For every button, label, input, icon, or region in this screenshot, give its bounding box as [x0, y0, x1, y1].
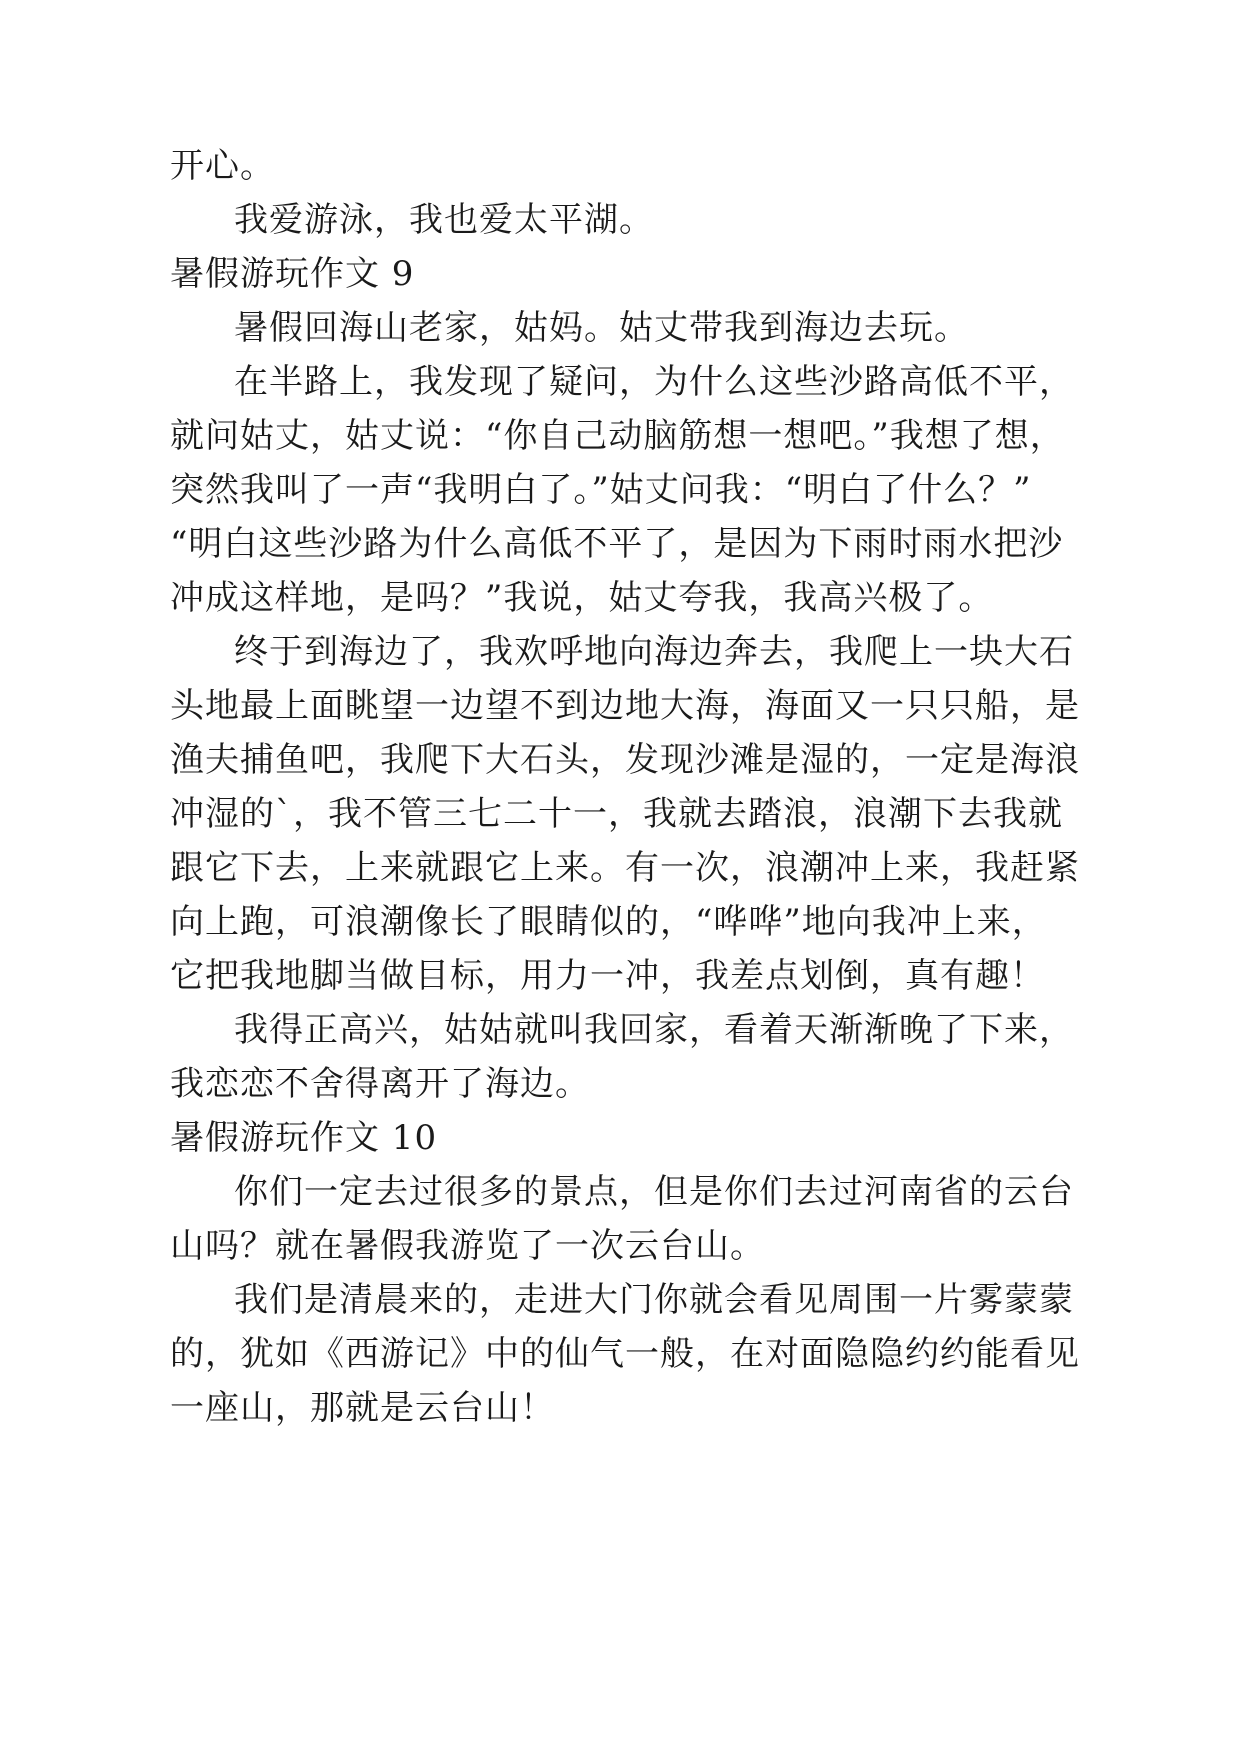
text-line: 就问姑丈，姑丈说：“你自己动脑筋想一想吧。”我想了想， — [170, 416, 1065, 456]
text-line: 开心。 — [170, 146, 275, 186]
text-line: 冲湿的`，我不管三七二十一，我就去踏浪，浪潮下去我就 — [170, 794, 1063, 834]
text-line: 冲成这样地，是吗？”我说，姑丈夸我，我高兴极了。 — [170, 578, 994, 618]
text-line: 跟它下去，上来就跟它上来。有一次，浪潮冲上来，我赶紧 — [170, 848, 1080, 888]
text-line: 突然我叫了一声“我明白了。”姑丈问我：“明白了什么？” — [170, 470, 1032, 510]
text-line: 它把我地脚当做目标，用力一冲，我差点划倒，真有趣！ — [170, 956, 1045, 996]
text-line: 头地最上面眺望一边望不到边地大海，海面又一只只船，是 — [170, 686, 1080, 726]
text-line: 我得正高兴，姑姑就叫我回家，看着天渐渐晚了下来， — [234, 1010, 1074, 1050]
text-line: 一座山，那就是云台山！ — [170, 1388, 555, 1428]
text-line: 我们是清晨来的，走进大门你就会看见周围一片雾蒙蒙 — [234, 1280, 1074, 1320]
text-line: 你们一定去过很多的景点，但是你们去过河南省的云台 — [234, 1172, 1074, 1212]
text-line: 我爱游泳，我也爱太平湖。 — [234, 200, 654, 240]
text-line: 我恋恋不舍得离开了海边。 — [170, 1064, 590, 1104]
section-heading: 暑假游玩作文 9 — [170, 254, 415, 294]
text-line: 渔夫捕鱼吧，我爬下大石头，发现沙滩是湿的，一定是海浪 — [170, 740, 1080, 780]
text-line: 在半路上，我发现了疑问，为什么这些沙路高低不平， — [234, 362, 1074, 402]
section-heading: 暑假游玩作文 10 — [170, 1118, 438, 1158]
text-line: 的，犹如《西游记》中的仙气一般，在对面隐隐约约能看见 — [170, 1334, 1080, 1374]
text-line: “明白这些沙路为什么高低不平了，是因为下雨时雨水把沙 — [170, 524, 1064, 564]
text-line: 暑假回海山老家，姑妈。姑丈带我到海边去玩。 — [234, 308, 969, 348]
text-line: 终于到海边了，我欢呼地向海边奔去，我爬上一块大石 — [234, 632, 1074, 672]
text-line: 向上跑，可浪潮像长了眼睛似的，“哗哗”地向我冲上来， — [170, 902, 1047, 942]
text-line: 山吗？就在暑假我游览了一次云台山。 — [170, 1226, 765, 1266]
